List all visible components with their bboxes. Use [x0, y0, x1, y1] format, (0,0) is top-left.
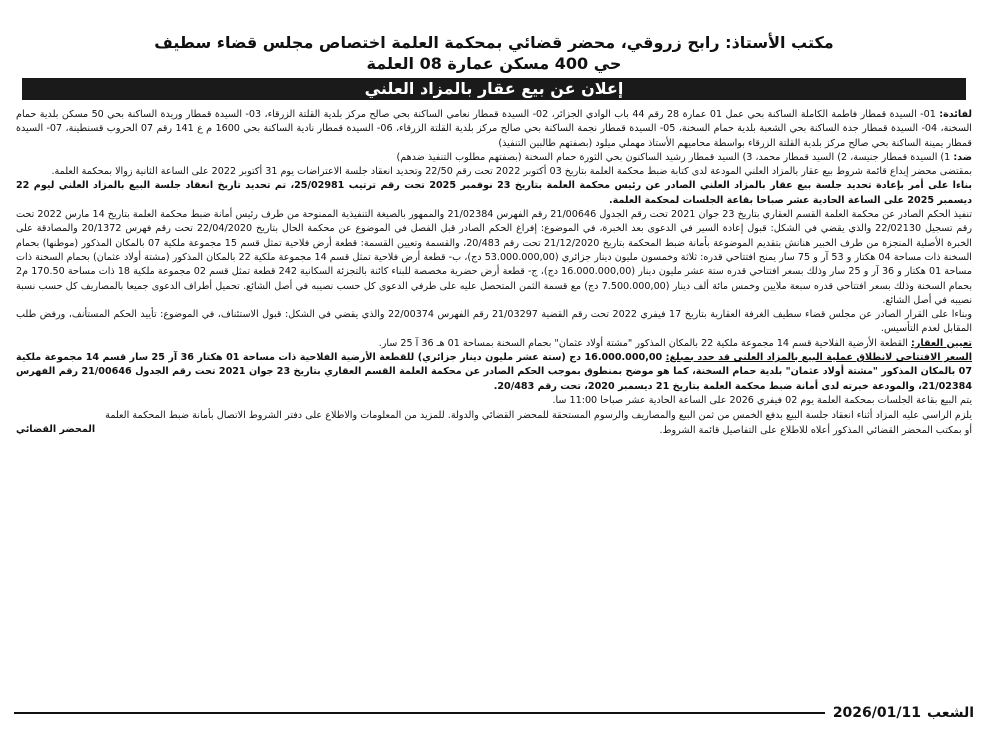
- property-designation-text: القطعة الأرضية الفلاحية قسم 14 مجموعة ملكية 22 بالمكان المذكور "مشتة أولاد عثمان" بحمام السخنة بمساحة 01 هـ 36 آ 25 سار.: [378, 337, 908, 349]
- closing-block: [16, 409, 972, 438]
- notice-title-banner: إعلان عن بيع عقار بالمزاد العلني: [22, 78, 966, 100]
- publication-name: الشعب: [926, 705, 974, 721]
- defendants-label: ضد:: [953, 151, 972, 163]
- bailiff-signature: المحضر القضائي: [16, 423, 96, 435]
- opening-price-text: 16.000.000,00 دج (ستة عشر مليون دينار جزائري) للقطعة الأرضية الفلاحية ذات مساحة 01 هكتار 36 آر 25 سار قسم 14 مجموعة ملكية 07 بالمكان المذكور "مشتة أولاد عثمان" بلدية حمام السخنة، كما هو موضح بمنطوق بموجب الحكم الصادر عن محكمة العلمة القسم العقاري بتاريخ 23 جوان 2021 تحت رقم الجدول 21/00646 رقم الفهرس 21/02384، والمودعة خبرته لدى أمانة ضبط محكمة العلمة بتاريخ 21 ديسمبر 2020، تحت رقم 20/483.: [16, 352, 972, 392]
- office-address: حي 400 مسكن عمارة 08 العلمة: [366, 54, 622, 73]
- plaintiffs-text: 01- السيدة قمطار فاطمة الكاملة الساكنة بحي عمل 01 عمارة 28 رقم 44 باب الوادي الجزائر، 02- السيدة قمطار نعامي الساكنة بحي صالح مركز بلدية القلتة الزرقاء، 03- السيدة قمطار وريدة الساكنة بحي 50 مسكن بلدية حمام السخنة، 04- السيدة قمطار جدة الساكنة بحي الشعبة بلدية حمام السخنة، 05- السيدة قمطار نجمة الساكنة بحي صالح مركز بلدية القلتة الزرقاء، 06- السيدة قمطار نادية الساكنة بحي 1600 م ع 141 رقم 07 الحروب قسنطينة، 07- السيدة قمطار يمينة الساكنة بحي صالح مركز بلدية القلتة الزرقاء بواسطة محاميهم الأستاذ مهملي ميلود (بصفتهم طالبين التنفيذ): [16, 109, 972, 149]
- property-designation-paragraph: [16, 337, 972, 351]
- opening-price-label: السعر الافتتاحي لانطلاق عملية البيع بالمزاد العلني قد حدد بمبلغ:: [665, 352, 973, 364]
- publication-footer: [14, 705, 974, 721]
- plaintiffs-label: لفائدة:: [939, 109, 972, 120]
- buyer-obligations-paragraph: يلزم الراسي عليه المزاد أثناء انعقاد جلسة البيع بدفع الخمس من ثمن البيع والمصاريف والرسوم المستحقة للمحضر القضائي والدولة. للمزيد من المعلومات والاطلاع على دفتر الشروط الاتصال بأمانة ضبط المحكمة العلمة أو بمكتب المحضر القضائي المذكور أعلاه للاطلاع على التفاصيل قائمة الشروط.: [105, 410, 972, 436]
- notice-body: [16, 108, 972, 438]
- footer-rule: [14, 712, 825, 714]
- defendants-paragraph: [16, 151, 972, 165]
- bailiff-office-header: مكتب الأستاذ: رابح زروقي، محضر قضائي بمحكمة العلمة اختصاص مجلس قضاء سطيف: [154, 33, 834, 52]
- sale-date-paragraph: يتم البيع بقاعة الجلسات بمحكمة العلمة يوم 02 فيفري 2026 على الساعة الحادية عشر صباحا 11:00 سا.: [552, 394, 972, 406]
- property-designation-label: تعيين العقار:: [911, 337, 972, 349]
- specifications-deposit-paragraph: بمقتضى محضر إيداع قائمة شروط بيع عقار بالمزاد العلني المودعة لدى كتابة ضبط محكمة العلمة بتاريخ 03 أكتوبر 2022 تحت رقم 22/50 وتحديد انعقاد جلسة الاعتراضات يوم 31 أكتوبر 2022 على الساعة الثانية زوالا بمحكمة العلمة.: [51, 166, 972, 178]
- opening-price-paragraph: [16, 351, 972, 394]
- plaintiffs-paragraph: [16, 108, 972, 151]
- publication-date: 2026/01/11: [832, 705, 921, 721]
- appeal-decision-paragraph: وبناءا على القرار الصادر عن مجلس قضاء سطيف الغرفة العقارية بتاريخ 17 فيفري 2022 تحت رقم القضية 21/03297 رقم الفهرس 22/00374 والذي يقضي في الشكل: قبول الاستئناف، في الموضوع: تأييد الحكم المستأنف، ورفض طلب المقابل لعدم التأسيس.: [16, 309, 973, 335]
- judgment-execution-paragraph: تنفيذ الحكم الصادر عن محكمة العلمة القسم العقاري بتاريخ 23 جوان 2021 تحت رقم الجدول 21/00646 رقم الفهرس 21/02384 والممهور بالصيغة التنفيذية الممنوحة من طرف رئيس أمانة ضبط محكمة العلمة بتاريخ 14 مارس 2022 تحت رقم تسجيل 22/02130 والذي يقضي في الشكل: قبول إعادة السير في الدعوى بعد الخبرة، في الموضوع: إفراغ الحكم الصادر قبل الفصل في الموضوع عن محكمة الحال بتاريخ 22/04/2020 تحت رقم فهرس 20/1372 والمصادقة على الخبرة الأصلية المنجزة من طرف الخبير هنانش بتقديم الموضوعة بأمانة ضبط المحكمة بتاريخ 21/12/2020 تحت رقم 20/483، والقسمة وتعيين القسمة: قطعة أرض فلاحية تمثل قسم 15 مجموعة ملكية 07 بالمكان المذكور (موطنها) بحمام السخنة ذات مساحة 04 هكتار و 53 آر و 75 سار يمنح افتتاحي قدره: ثلاثة وخمسون مليون دينار جزائري (53.000.000,00 دج)، ب- قطعة أرض فلاحية تمثل قسم 14 مجموعة ملكية 22 بالمكان المذكور (مشتة أولاد عثمان) بحمام السخنة ذات مساحة 01 هكتار و 36 آر و 25 سار وذلك بسعر افتتاحي قدره ستة عشر مليون دينار (16.000.000,00 دج)، ج- قطعة أرض حضرية مخصصة للبناء كائنة بالتجزئة السكانية 242 قطعة تمثل قسم 02 مجموعة ملكية 18 ذات مساحة 170.50 م2 بحمام السخنة وذلك بسعر افتتاحي قدره سبعة ملايين وخمس مائة ألف دينار (7.500.000,00 دج) مع قسمة الثمن المتحصل عليه على طرفي الدعوى كل حسب نصيبه في أصل الشائع. تحميل أطراف الدعوى جميعا بالمصاريف كل حسب نسبة نصيبه في أصل الشائع.: [16, 209, 973, 306]
- rescheduling-order-paragraph: بناءا على أمر بإعادة تحديد جلسة بيع عقار بالمزاد العلني الصادر عن رئيس محكمة العلمة بتاريخ 23 نوفمبر 2025 تحت رقم ترتيب 25/02981، تم تحديد تاريخ انعقاد جلسة البيع بالمزاد العلني ليوم 22 ديسمبر 2025 على الساعة الحادية عشر صباحا بقاعة الجلسات لمحكمة العلمة.: [16, 180, 972, 206]
- defendants-text: 1) السيدة قمطار جنيسة، 2) السيد قمطار محمد، 3) السيد قمطار رشيد الساكنون بحي الثورة حمام السخنة (بصفتهم مطلوب التنفيذ ضدهم): [396, 151, 951, 163]
